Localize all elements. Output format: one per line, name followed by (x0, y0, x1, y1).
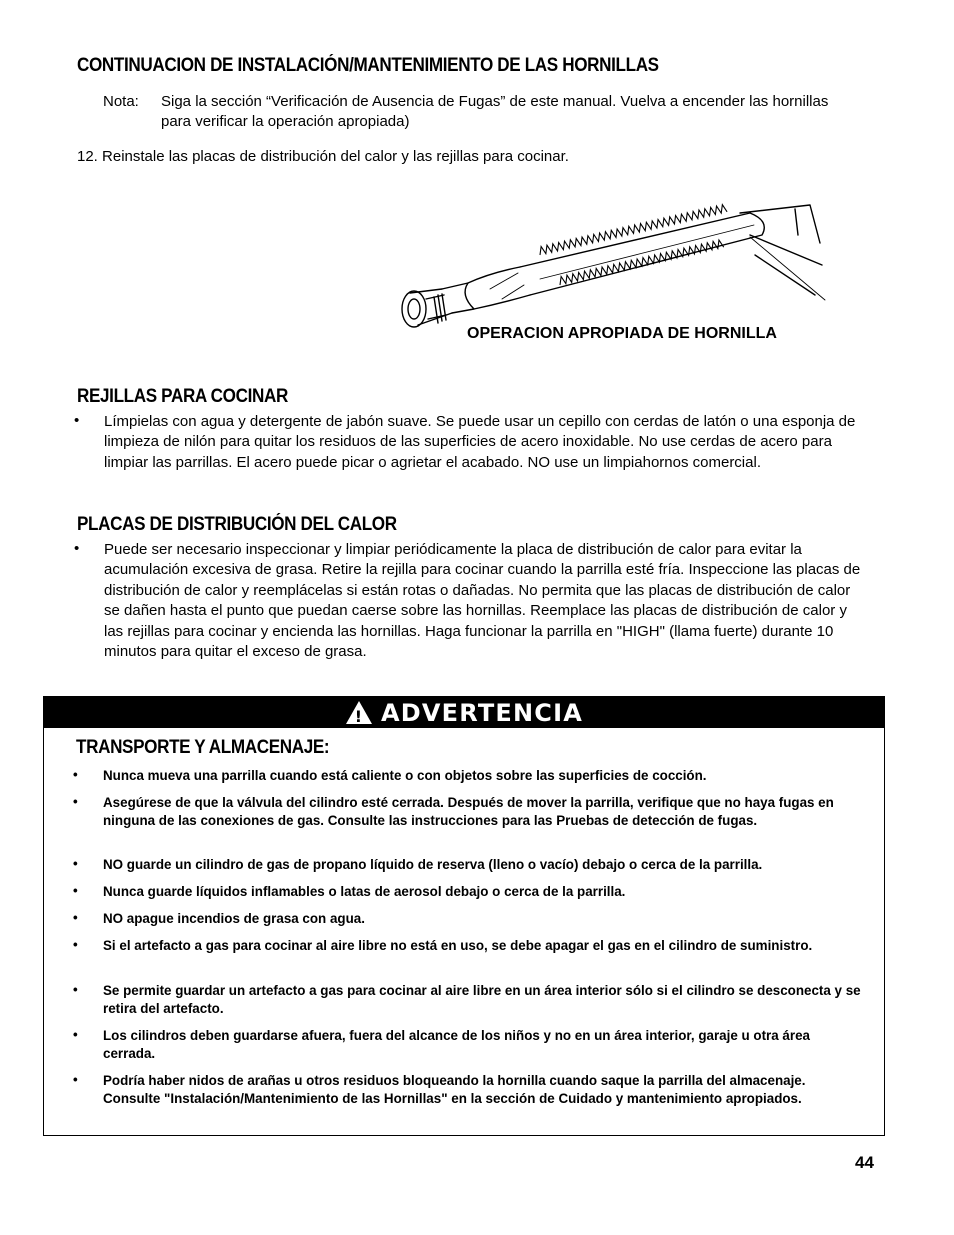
warning-subtitle: TRANSPORTE Y ALMACENAJE: (76, 737, 330, 758)
bullet: • (73, 883, 78, 898)
bullet: • (74, 540, 80, 557)
burner-tube-illustration (390, 195, 830, 345)
warning-icon-glyph: ! (354, 707, 364, 725)
rejillas-text: Límpielas con agua y detergente de jabón suave. Se puede usar un cepillo con cerdas de latón o una esponja de limpieza de nilón para quitar los residuos de las superficies de acero inoxidable. No use cerdas de acero para limpiar las parrillas. El acero puede picar o agrietar el acabado. NO use un limpiahornos comercial. (104, 413, 856, 471)
warning-banner-title: ADVERTENCIA (380, 698, 584, 727)
burner-bracket (740, 205, 822, 295)
bullet: • (73, 856, 78, 871)
warning-item: Nunca guarde líquidos inflamables o latas de aerosol debajo o cerca de la parrilla. (103, 884, 626, 899)
burner-flames-top (538, 204, 727, 255)
figure-caption: OPERACION APROPIADA DE HORNILLA (467, 325, 777, 342)
bullet: • (73, 982, 78, 997)
section-title-placas: PLACAS DE DISTRIBUCIÓN DEL CALOR (77, 514, 397, 535)
bullet: • (73, 937, 78, 952)
section-title-hornillas: CONTINUACION DE INSTALACIÓN/MANTENIMIENTO DE LAS HORNILLAS (77, 55, 659, 76)
step-12-text: 12. Reinstale las placas de distribución del calor y las rejillas para cocinar. (77, 148, 569, 165)
warning-item: Si el artefacto a gas para cocinar al aire libre no está en uso, se debe apagar el gas en el cilindro de suministro. (103, 938, 813, 953)
warning-item: NO guarde un cilindro de gas de propano líquido de reserva (lleno o vacío) debajo o cerca de la parrilla. (103, 857, 763, 872)
burner-flames-bottom (558, 239, 723, 285)
note-text: Siga la sección “Verificación de Ausencia de Fugas” de este manual. Vuelva a encender las hornillas para verificar la operación apropiada) (161, 93, 829, 131)
bullet: • (73, 1027, 78, 1042)
bullet: • (73, 910, 78, 925)
warning-item: Nunca mueva una parrilla cuando está caliente o con objetos sobre las superficies de cocción. (103, 768, 707, 783)
warning-item: Se permite guardar un artefacto a gas para cocinar al aire libre en un área interior sólo si el cilindro se desconecta y se retira del artefacto. (103, 983, 861, 1016)
warning-item: Los cilindros deben guardarse afuera, fuera del alcance de los niños y no en un área interior, garaje u otra área cerrada. (103, 1028, 810, 1061)
bullet: • (73, 794, 78, 809)
note-label: Nota: (103, 93, 139, 110)
section-title-rejillas: REJILLAS PARA COCINAR (77, 386, 288, 407)
page-number: 44 (855, 1153, 874, 1172)
warning-item: Podría haber nidos de arañas u otros residuos bloqueando la hornilla cuando saque la parrilla del almacenaje. Consulte "Instalación/Mantenimiento de las Hornillas" en la sección de Cuidado y mantenimiento apropiados. (103, 1073, 806, 1106)
bullet: • (73, 767, 78, 782)
bullet: • (73, 1072, 78, 1087)
warning-item: NO apague incendios de grasa con agua. (103, 911, 365, 926)
warning-item: Asegúrese de que la válvula del cilindro esté cerrada. Después de mover la parrilla, verifique que no haya fugas en ninguna de las conexiones de gas. Consulte las instrucciones para las Pruebas de detección de fugas. (103, 795, 834, 828)
bullet: • (74, 412, 80, 429)
placas-text: Puede ser necesario inspeccionar y limpiar periódicamente la placa de distribución de calor para evitar la acumulación excesiva de grasa. Retire la rejilla para cocinar cuando la parrilla esté fría. Inspeccione las placas de distribución de calor y reemplácelas si están rotas o dañadas. No permita que las placas de distribución de calor se dañen hasta el punto que puedan caerse sobre las hornillas. Reemplace las placas de distribución de calor y las rejillas para cocinar y encienda las hornillas. Haga funcionar la parrilla en "HIGH" (llama fuerte) durante 10 minutos para quitar el exceso de grasa. (104, 541, 861, 661)
warning-box (43, 696, 885, 1136)
warning-triangle-icon (345, 700, 373, 725)
